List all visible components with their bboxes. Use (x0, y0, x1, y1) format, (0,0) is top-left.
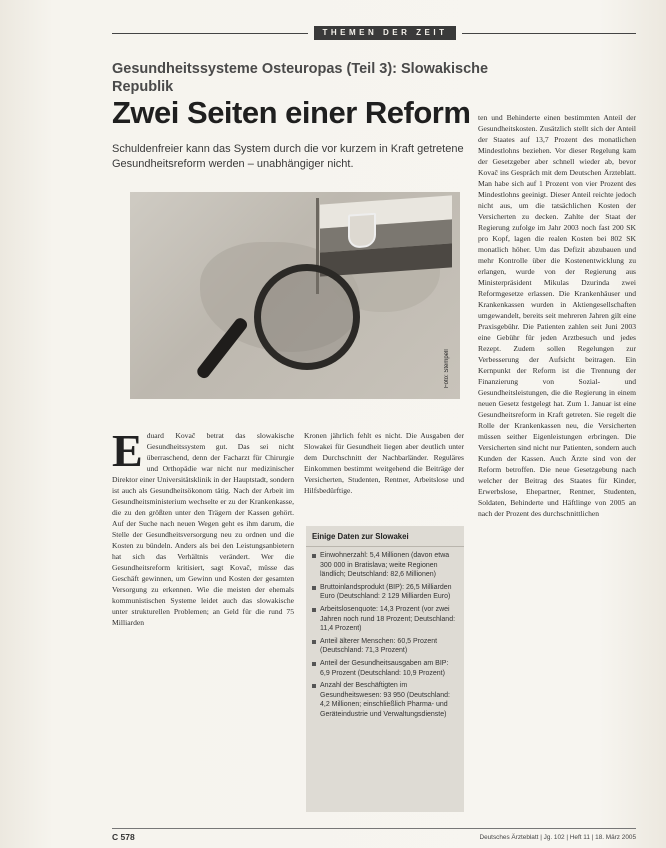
footer-rule (112, 828, 636, 829)
page-number: C 578 (112, 832, 135, 842)
fact-item: Anteil älterer Menschen: 60,5 Prozent (Deutschland: 71,3 Prozent) (312, 637, 458, 656)
fact-item: Anteil der Gesundheitsausgaben am BIP: 6,9 Prozent (Deutschland: 10,9 Prozent) (312, 659, 458, 678)
header-rule-left (112, 33, 308, 34)
photo-credit: Foto: Stempell (444, 349, 450, 388)
article-photo (130, 192, 460, 399)
fact-list (306, 551, 464, 720)
header-rule-right (462, 33, 636, 34)
section-label: THEMEN DER ZEIT (314, 26, 456, 40)
journal-citation: Deutsches Ärzteblatt | Jg. 102 | Heft 11 | 18. März 2005 (479, 834, 636, 841)
body-column-1 (112, 430, 294, 800)
magnifying-glass-icon (254, 264, 360, 370)
fact-item: Anzahl der Beschäftigten im Gesundheitswesen: 93 950 (Deutschland: 4,2 Millionen; einschließlich Pharma- und Geräteindustrie und Verwaltungsdienste) (312, 681, 458, 719)
slovak-flag-icon (320, 195, 452, 276)
body-column-3 (478, 112, 636, 822)
fact-item: Bruttoinlandsprodukt (BIP): 26,5 Milliarden Euro (Deutschland: 2 129 Milliarden Euro) (312, 583, 458, 602)
coat-of-arms-icon (348, 213, 376, 249)
body-text-1: duard Kovač betrat das slowakische Gesundheitssystem gut. Das sei nicht überraschend, denn der Facharzt für Chirurgie und Orthopädie war nicht nur medizinischer Direktor einer Universitätsklinik in der Hauptstadt, sondern ist auch als Gesundheitsökonom tätig. Nach der Arbeit im Gesundheitsministerium wechselte er zu der Krankenkasse, die zu den größten unter den Trägern der Kassen gehört. Auf der Suche nach neuen Wegen geht es ihm darum, die Stelle der Gesundheitsversorgung neu zu ordnen und die Kosten zu bündeln. Anders als bei den Leistungsanbietern hat sich das Verhältnis verändert. Wer die Gesundheitsreform kritisiert, sagt Kovač, müsse das Geschäft gewinnen, um Gewinn und Kosten der gesamten Versorgung zu erkennen. Wie die meisten der ehemals kommunistischen Systeme leidet auch das slowakische unter strukturellen Problemen; an Geld für die rund 75 Milliarden (112, 431, 294, 627)
fact-box-title: Einige Daten zur Slowakei (306, 526, 464, 547)
fact-box (306, 526, 464, 812)
fact-item: Einwohnerzahl: 5,4 Millionen (davon etwa 300 000 in Bratislava; weite Regionen ländlich; Deutschland: 82,6 Millionen) (312, 551, 458, 580)
body-text-2: Kronen jährlich fehlt es nicht. Die Ausgaben der Slowakei für Gesundheit liegen aber deutlich unter dem Durchschnitt der Nachbarländer. Reguläres Einkommen bestimmt weitgehend die Beiträge der Versicherten, Studenten, Rentner, Arbeitslose und Hilfsbedürftige. (304, 431, 464, 495)
article-deck: Schuldenfreier kann das System durch die vor kurzem in Kraft getretene Gesundheitsreform werden – unabhängiger nicht. (112, 143, 464, 170)
body-column-2 (304, 430, 464, 520)
body-text-3: ten und Behinderte einen bestimmten Anteil der Gesundheitskosten. Zusätzlich stellt sich der Anteil der Staates auf 13,7 Prozent des monatlichen Mindestlohns beziehen. Vor dieser Regelung kam der Gesetzgeber aber schnell wieder ab, bevor Kovač ins Gespräch mit dem Deutschen Ärzteblatt. Man habe sich auf 1 Prozent von vier Prozent des Mindestlohns geeinigt. Dieser Anteil reichte jedoch nicht aus, um die tatsächlichen Kosten der Versicherten zu decken. Zahlte der Staat der Regierung zufolge im Jahr 2003 noch fast 200 SK pro Kopf, lagen die realen Kosten bei 802 SK monatlich höher. Um das Defizit abzubauen und mehr Kontrolle über die Kostenentwicklung zu erlangen, wurde von der Regierung aus Ministerpräsident Mikulas Dzurinda zwei Reformgesetze erlassen. Die Krankenhäuser und Krankenkassen wurden in Aktiengesellschaften umgewandelt, bereits seit mehreren Jahren gilt eine Praxisgebühr. Die Patienten zahlen seit Juni 2003 eine Gebühr für jeden Arztbesuch und jedes Rezept. Zudem sollen Regelungen zur Verbesserung der Aufsicht beitragen. Ein Kernpunkt der Reform ist die Trennung der Finanzierung von Sozial- und Gesundheitsleistungen, die die Regierung in einem neuen Gesetz festgelegt hat. Zum 1. Januar ist eine Gesundheitsreform in Kraft getreten. Sie regelt die Rolle der Krankenkassen neu, die Versicherten müssen seither Eigenleistungen erbringen. Die Versicherten sind nicht nur Patienten, sondern auch Kunden der Kassen. Auch Ärzte sind von der Reform betroffen. Die neue Gesetzgebung nach welcher der Beitrag des Staates für Kinder, Erwerbslose, Ehepartner, Rentner, Studenten, Soldaten, Behinderte und Häftlinge von 2005 an nach der Prozent des durchschnittlichen (478, 113, 636, 518)
article-kicker: Gesundheitssysteme Osteuropas (Teil 3): Slowakische Republik (112, 61, 489, 95)
article-headline: Zwei Seiten einer Reform (112, 95, 471, 130)
drop-cap: E (112, 430, 143, 476)
fact-item: Arbeitslosenquote: 14,3 Prozent (vor zwei Jahren noch rund 18 Prozent; Deutschland: 11,4 Prozent) (312, 605, 458, 634)
